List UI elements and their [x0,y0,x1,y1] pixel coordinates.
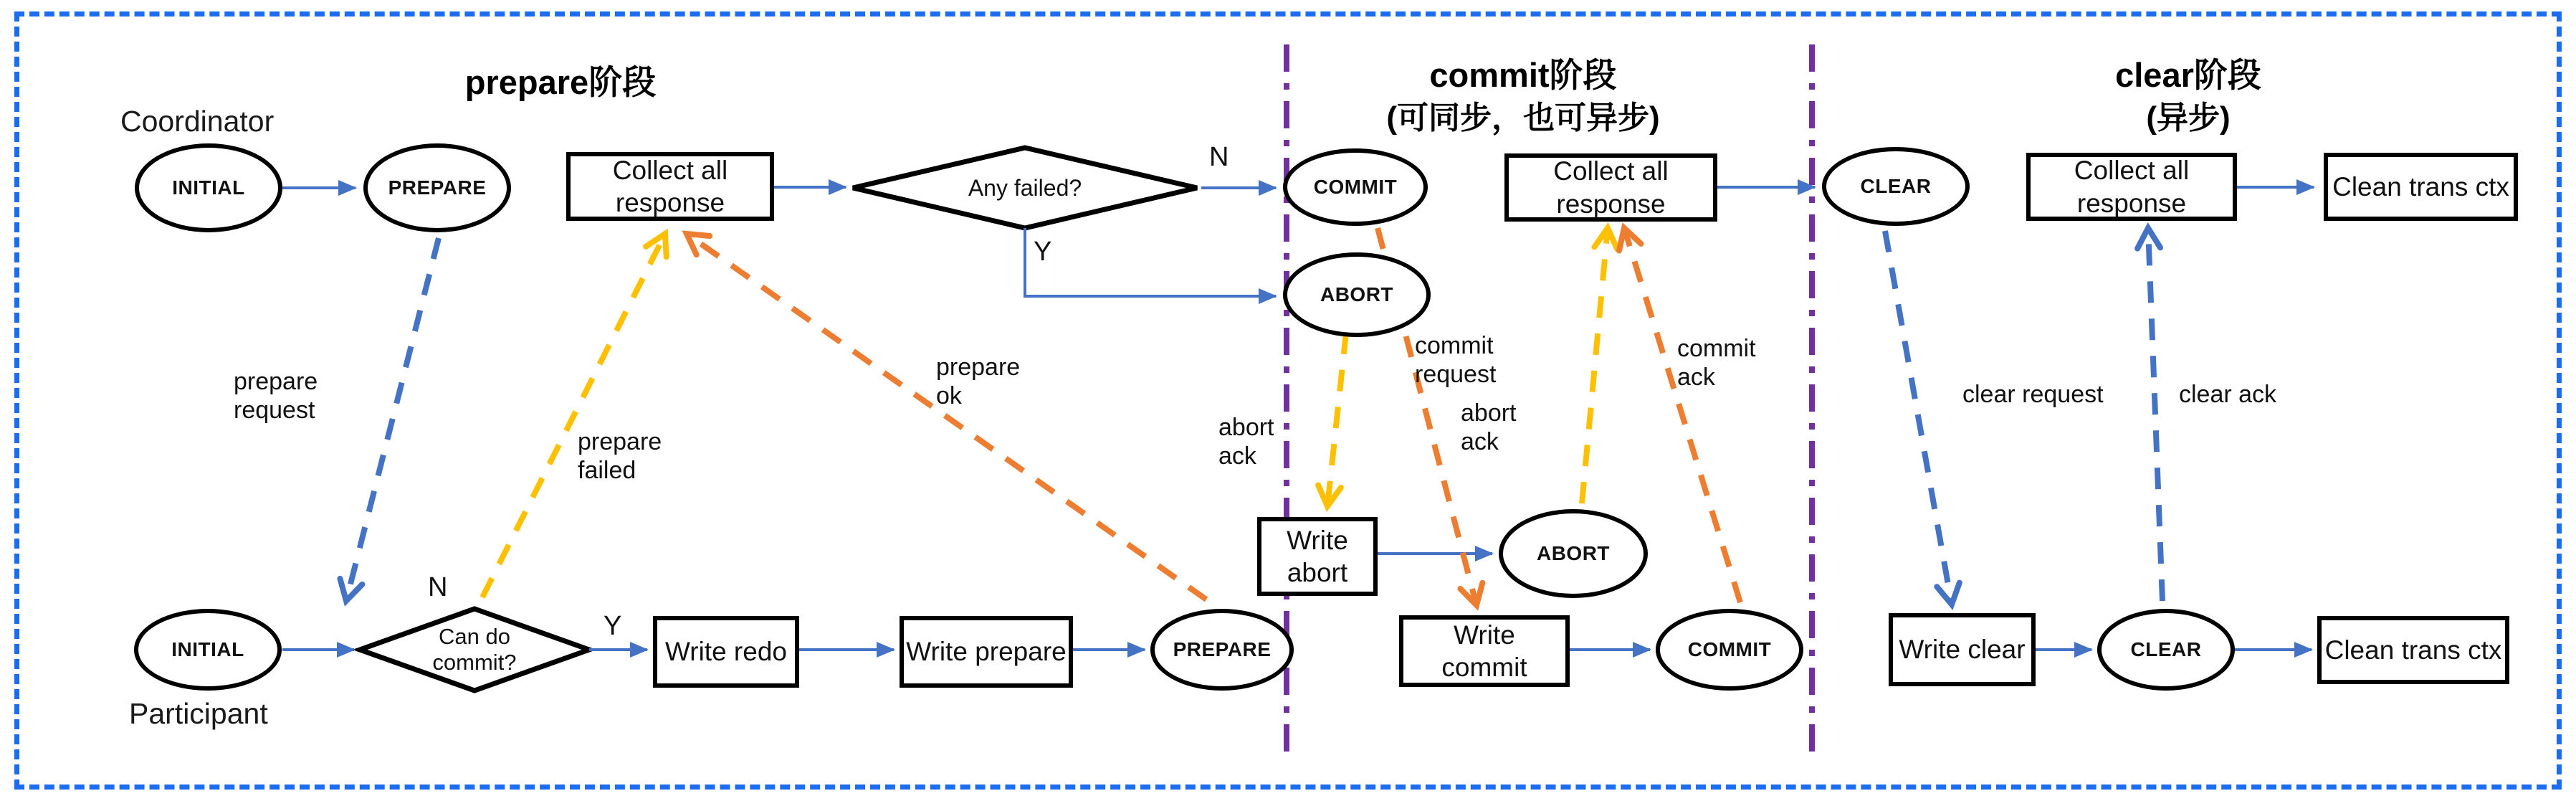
msg-line-abort-ack-to-writeabort [1327,333,1346,506]
phase-title-commit: commit阶段 [1429,56,1617,94]
state-part-initial [134,609,282,691]
decision-can-do-commit [403,621,546,678]
box-collect-response-1 [566,152,774,221]
box-collect-response-2 [1504,153,1717,222]
msg-line-clear-request [1885,231,1952,605]
msg-line-clear-ack [2148,228,2162,601]
box-write-clear-label: Write clear [1899,635,2026,665]
msg-line-prepare-ok [687,234,1206,599]
phase-subtitle-commit: (可同步，也可异步) [1386,100,1660,136]
box-write-prepare [900,616,1073,688]
msg-label-clear-ack: clear ack [2179,381,2277,408]
phase-title-prepare: prepare阶段 [464,63,657,101]
arrow-anyfailed-y-to-abort [1025,228,1276,296]
state-part-commit-label: COMMIT [1687,638,1772,660]
state-coord-clear-label: CLEAR [1860,175,1932,197]
phase-subtitle-clear: (异步) [2146,100,2231,136]
decision-can-do-commit-label: Can do commit? [432,624,517,675]
box-collect-response-2-label: Collect all response [1553,156,1669,219]
state-coord-clear [1822,147,1970,226]
msg-line-prepare-failed [482,234,665,597]
state-part-clear-label: CLEAR [2130,638,2202,660]
phase-title-clear: clear阶段 [2115,56,2261,94]
branch-can-commit-y: Y [604,611,622,641]
state-part-commit [1656,609,1803,691]
box-collect-response-3-label: Collect all response [2074,156,2190,218]
box-clean-trans-ctx-top [2324,153,2518,221]
msg-label-prepare-request: prepare request [234,368,318,425]
coordinator-lane-label: Coordinator [120,105,275,138]
state-coord-abort-label: ABORT [1320,283,1394,305]
state-part-abort-label: ABORT [1536,542,1611,564]
box-write-abort-label: Write abort [1287,525,1348,587]
msg-label-commit-request: commit request [1415,332,1497,389]
branch-any-failed-y: Y [1034,237,1052,267]
box-collect-response-1-label: Collect all response [612,155,728,217]
msg-label-prepare-ok: prepare ok [936,354,1021,410]
box-write-clear [1889,613,2036,686]
state-part-clear [2097,609,2235,691]
state-coord-initial [135,143,282,232]
msg-label-commit-ack: commit ack [1677,335,1756,392]
box-write-commit [1399,615,1570,687]
box-clean-trans-ctx-top-label: Clean trans ctx [2332,171,2509,202]
box-write-redo [653,616,799,688]
state-part-abort [1499,509,1648,598]
box-clean-trans-ctx-bottom-label: Clean trans ctx [2324,635,2502,665]
state-coord-prepare [363,143,511,232]
box-clean-trans-ctx-bottom [2317,616,2509,684]
state-coord-commit-label: COMMIT [1313,176,1398,198]
msg-label-abort-ack-part: abort ack [1461,399,1517,456]
state-coord-initial-label: INITIAL [172,176,245,199]
box-write-redo-label: Write redo [665,637,787,667]
box-write-prepare-label: Write prepare [906,637,1067,667]
box-collect-response-3 [2026,153,2237,221]
state-part-prepare [1150,609,1294,691]
branch-can-commit-n: N [428,572,448,602]
state-coord-prepare-label: PREPARE [388,176,487,199]
msg-line-prepare-request [346,238,439,601]
box-write-commit-label: Write commit [1441,620,1527,682]
msg-line-abort-ack-to-collect2 [1582,228,1608,503]
msg-label-prepare-failed: prepare failed [578,428,662,485]
decision-any-failed [896,162,1154,214]
state-coord-abort [1283,252,1431,337]
msg-label-clear-request: clear request [1962,381,2104,408]
msg-label-abort-ack-coord: abort ack [1218,414,1274,470]
branch-any-failed-n: N [1209,142,1229,172]
decision-any-failed-label: Any failed? [968,174,1082,201]
participant-lane-label: Participant [129,697,268,730]
state-coord-commit [1283,148,1428,226]
state-part-initial-label: INITIAL [171,638,244,660]
state-part-prepare-label: PREPARE [1173,638,1272,660]
box-write-abort [1257,517,1378,596]
